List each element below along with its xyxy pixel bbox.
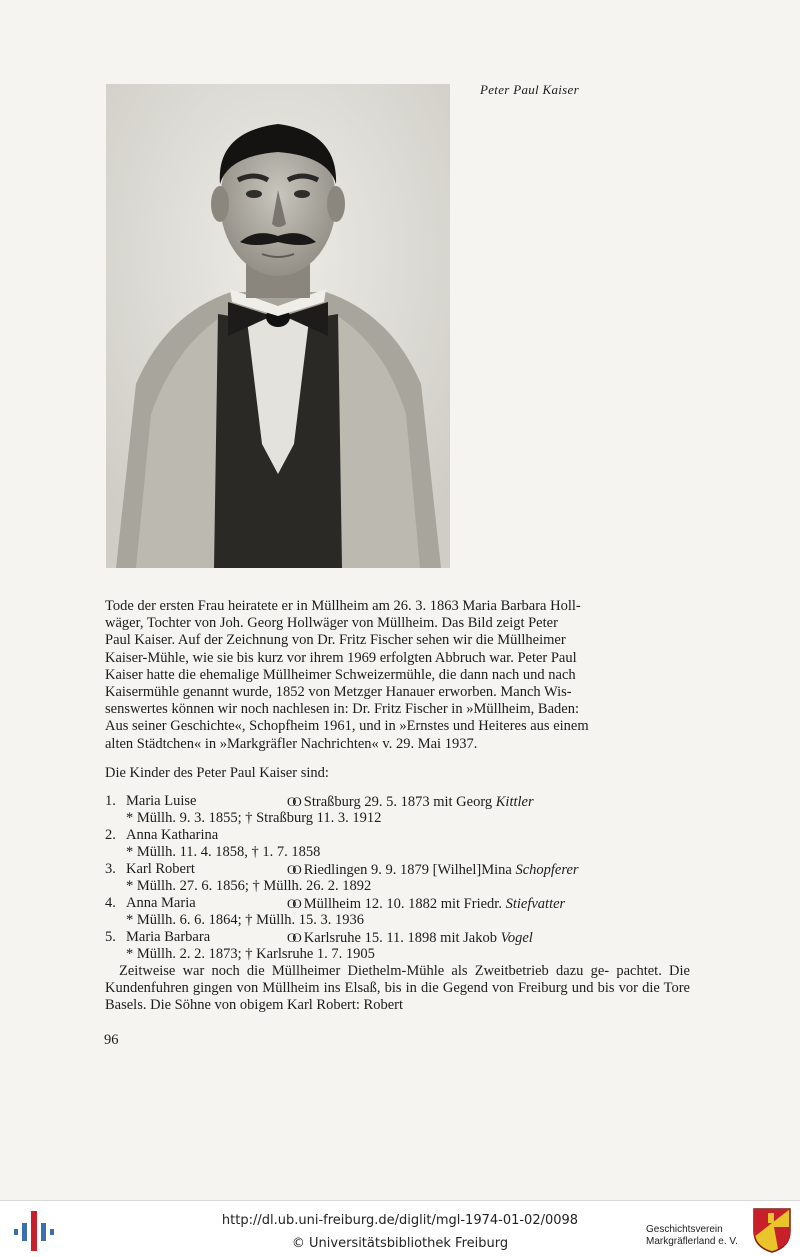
child-entry [105,861,690,878]
body-paragraph [105,598,690,753]
spouse-name: Schopferer [515,862,579,878]
child-life-dates: * Müllh. 27. 6. 1856; † Müllh. 26. 2. 1892 [126,878,372,894]
document-url-link[interactable]: http://dl.ub.uni-freiburg.de/diglit/mgl-1974-01-02/0098 [221,1213,579,1228]
child-marriage: OO Riedlingen 9. 9. 1879 [Wilhel]Mina Schopferer [287,862,579,878]
marriage-rings-icon: OO [287,862,298,877]
child-name: Anna Maria [126,895,196,911]
child-name: Maria Barbara [126,929,211,945]
child-entry [105,793,690,810]
marriage-rings-icon: OO [287,930,298,945]
child-number: 1. [105,793,116,809]
child-number: 3. [105,861,116,877]
paragraph-line: Paul Kaiser. Auf der Zeichnung von Dr. Fritz Fischer sehen wir die Müllheimer [105,632,566,649]
spouse-name: Vogel [500,930,533,946]
child-entry [105,929,690,946]
child-life-dates: * Müllh. 11. 4. 1858, † 1. 7. 1858 [126,844,321,860]
photo-caption: Peter Paul Kaiser [480,82,579,97]
paragraph-line: senswertes können wir noch nachlesen in: Dr. Fritz Fischer in »Müllheim, Baden: [105,701,579,718]
paragraph-line: Freiburg und bis vor die Tore Basels. Die Söhne von obigem Karl Robert: Robert [105,980,690,1014]
marriage-rings-icon: OO [287,896,298,911]
child-name: Anna Katharina [126,827,219,843]
child-life-dates: * Müllh. 6. 6. 1864; † Müllh. 15. 3. 1936 [126,912,365,928]
paragraph-line: Aus seiner Geschichte«, Schopfheim 1961, und in »Ernstes und Heiteres aus einem [105,718,589,735]
copyright-text: © Universitätsbibliothek Freiburg [291,1236,509,1251]
page-number: 96 [104,1032,119,1048]
child-marriage: OO Müllheim 12. 10. 1882 mit Friedr. Stiefvatter [287,896,566,912]
association-name: Geschichtsverein Markgräflerland e. V. [646,1224,738,1247]
marriage-rings-icon: OO [287,794,298,809]
paragraph-line: Zeitweise war noch die Müllheimer Diethelm-Mühle als Zweitbetrieb dazu ge- [119,963,610,979]
closing-paragraph [105,963,690,1015]
coat-of-arms-icon [752,1207,792,1253]
child-marriage: OO Karlsruhe 15. 11. 1898 mit Jakob Vogel [287,930,533,946]
child-number: 4. [105,895,116,911]
child-number: 2. [105,827,116,843]
paragraph-line: wäger, Tochter von Joh. Georg Hollwäger von Müllheim. Das Bild zeigt Peter [105,615,558,632]
paragraph-line: alten Städtchen« in »Markgräfler Nachrichten« v. 29. Mai 1937. [105,735,478,752]
children-list [105,793,690,963]
portrait-photo [106,84,450,568]
paragraph-line: Kaiser hatte die ehemalige Müllheimer Schweizermühle, die dann nach und nach [105,666,576,683]
paragraph-line: Tode der ersten Frau heiratete er in Müllheim am 26. 3. 1863 Maria Barbara Holl- [105,598,581,614]
child-entry [105,895,690,912]
spouse-name: Stiefvatter [505,896,566,912]
child-life-dates: * Müllh. 2. 2. 1873; † Karlsruhe 1. 7. 1905 [126,946,375,962]
paragraph-line: Kaisermühle genannt wurde, 1852 von Metzger Hanauer erworben. Manch Wis- [105,684,572,701]
child-entry [105,827,690,844]
child-name: Karl Robert [126,861,195,877]
spouse-name: Kittler [495,794,534,810]
child-marriage: OO Straßburg 29. 5. 1873 mit Georg Kittler [287,794,534,810]
paragraph-line: Kaiser-Mühle, wie sie bis kurz vor ihrem 1969 erfolgten Abbruch war. Peter Paul [105,649,577,666]
children-intro: Die Kinder des Peter Paul Kaiser sind: [105,765,329,781]
child-life-dates: * Müllh. 9. 3. 1855; † Straßburg 11. 3. 1912 [126,810,382,826]
viewer-footer [0,1200,800,1257]
portrait-illustration [106,84,450,568]
child-number: 5. [105,929,116,945]
child-name: Maria Luise [126,793,197,809]
paragraph-line: pachtet. Die Kundenfuhren gingen von Müllheim ins Elsaß, bis in die Gegend von [105,963,690,997]
